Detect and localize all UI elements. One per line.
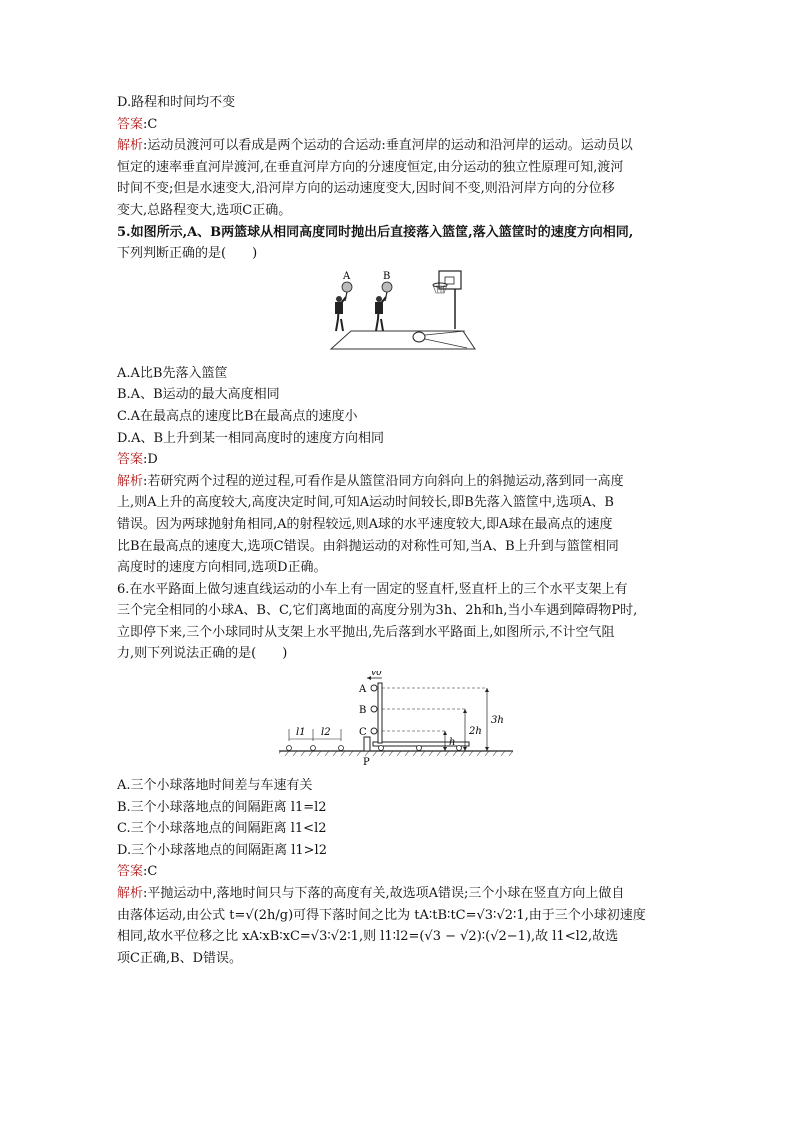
q6-stem-line: 立即停下来,三个小球同时从支架上水平抛出,先后落到水平路面上,如图所示,不计空气阻 [117, 624, 615, 640]
answer-value: :D [143, 452, 158, 468]
q6-stem-line: 6.在水平路面上做匀速直线运动的小车上有一固定的竖直杆,竖直杆上的三个水平支架上有 [117, 581, 628, 597]
label-b: B [383, 270, 391, 282]
answer-label: 答案 [117, 116, 144, 132]
q5-analysis-line: 高度时的速度方向相同,选项D正确。 [117, 560, 327, 576]
analysis-label: 解析 [117, 473, 144, 489]
q5-option-c: C.A在最高点的速度比B在最高点的速度小 [117, 408, 358, 424]
label-c: C [359, 727, 367, 739]
player-b [375, 282, 392, 331]
q4-option-d: D.路程和时间均不变 [117, 95, 236, 110]
answer-value: :C [143, 864, 158, 880]
label-p: P [363, 757, 370, 768]
floor-ball [413, 332, 425, 342]
q6-option-a: A.三个小球落地时间差与车速有关 [117, 778, 313, 794]
q5-option-a: A.A比B先落入篮筐 [117, 365, 228, 381]
q6-stem-line: 三个完全相同的小球A、B、C,它们离地面的高度分别为3h、2h和h,当小车遇到障碍物P时, [117, 603, 638, 619]
q4-analysis-line: 变大,总路程变大,选项C正确。 [117, 202, 292, 218]
label-3h: 3h [491, 715, 504, 727]
q6-analysis-line: 相同,故水平位移之比 xA∶xB∶xC=√3∶√2∶1,则 l1∶l2=(√3 − √2)∶(√2−1),故 l1<l2,故选 [117, 929, 619, 945]
vertical-pole [378, 683, 382, 743]
projectile-cart-figure [279, 671, 523, 767]
analysis-label: 解析 [117, 886, 144, 902]
q4-analysis-line: 恒定的速率垂直河岸渡河,在垂直河岸方向的分速度恒定,由分运动的独立性原理可知,渡河 [117, 159, 624, 175]
q6-analysis-line: 项C正确,B、D错误。 [117, 950, 243, 966]
analysis-label: 解析 [117, 138, 144, 154]
label-2h: 2h [469, 726, 482, 738]
q5-analysis-line: 解析:若研究两个过程的逆过程,可看作是从篮筐沿同方向斜向上的斜抛运动,落到同一高度 [117, 473, 624, 489]
label-a: A [343, 270, 351, 282]
q4-analysis-line: 解析:运动员渡河可以看成是两个运动的合运动:垂直河岸的运动和沿河岸的运动。运动员以 [117, 138, 633, 154]
q5-stem-line: 下列判断正确的是( ) [117, 246, 258, 262]
obstacle-p [364, 737, 370, 751]
document-page [117, 92, 687, 969]
q6-option-c: C.三个小球落地点的间隔距离 l1<l2 [117, 821, 327, 837]
q5-option-d: D.A、B上升到某一相同高度时的速度方向相同 [117, 430, 385, 446]
q5-stem-line: 5.如图所示,A、B两篮球从相同高度同时抛出后直接落入篮筐,落入篮筐时的速度方向相同, [117, 224, 634, 240]
answer-label: 答案 [117, 452, 144, 468]
label-v0: v0 [371, 671, 382, 679]
label-l1: l1 [296, 727, 306, 739]
label-b: B [359, 705, 367, 717]
label-l2: l2 [321, 727, 331, 739]
q5-answer [117, 449, 687, 471]
answer-label: 答案 [117, 864, 144, 880]
basketball-figure [327, 269, 479, 356]
q6-answer [117, 861, 687, 883]
q6-stem-line: 力,则下列说法正确的是( ) [117, 646, 288, 662]
answer-value: :C [143, 116, 158, 132]
q5-option-b: B.A、B运动的最大高度相同 [117, 387, 280, 403]
q6-option-b: B.三个小球落地点的间隔距离 l1=l2 [117, 799, 327, 815]
player-a [335, 282, 352, 331]
ball-c [371, 728, 377, 734]
ball-a [371, 685, 377, 691]
q5-analysis-line: 比B在最高点的速度大,选项C错误。由斜抛运动的对称性可知,当A、B上升到与篮筐相同 [117, 538, 619, 554]
q6-analysis-line: 解析:平抛运动中,落地时间只与下落的高度有关,故选项A错误;三个小球在竖直方向上做自 [117, 886, 625, 902]
court-floor [331, 331, 475, 349]
q4-answer [117, 114, 687, 136]
label-h: h [449, 737, 456, 749]
backboard [439, 271, 461, 289]
q6-option-d: D.三个小球落地点的间隔距离 l1>l2 [117, 842, 327, 858]
q6-analysis-line: 由落体运动,由公式 t=√(2h/g)可得下落时间之比为 tA∶tB∶tC=√3∶√2∶1,由于三个小球初速度 [117, 907, 646, 923]
ball-b [371, 706, 377, 712]
label-a: A [359, 684, 367, 696]
q4-analysis-line: 时间不变;但是水速变大,沿河岸方向的运动速度变大,因时间不变,则沿河岸方向的分位移 [117, 181, 615, 197]
q5-analysis-line: 上,则A上升的高度较大,高度决定时间,可知A运动时间较长,即B先落入篮筐中,选项A、B [117, 495, 614, 511]
q5-analysis-line: 错误。因为两球抛射角相同,A的射程较远,则A球的水平速度较大,即A球在最高点的速度 [117, 516, 613, 532]
